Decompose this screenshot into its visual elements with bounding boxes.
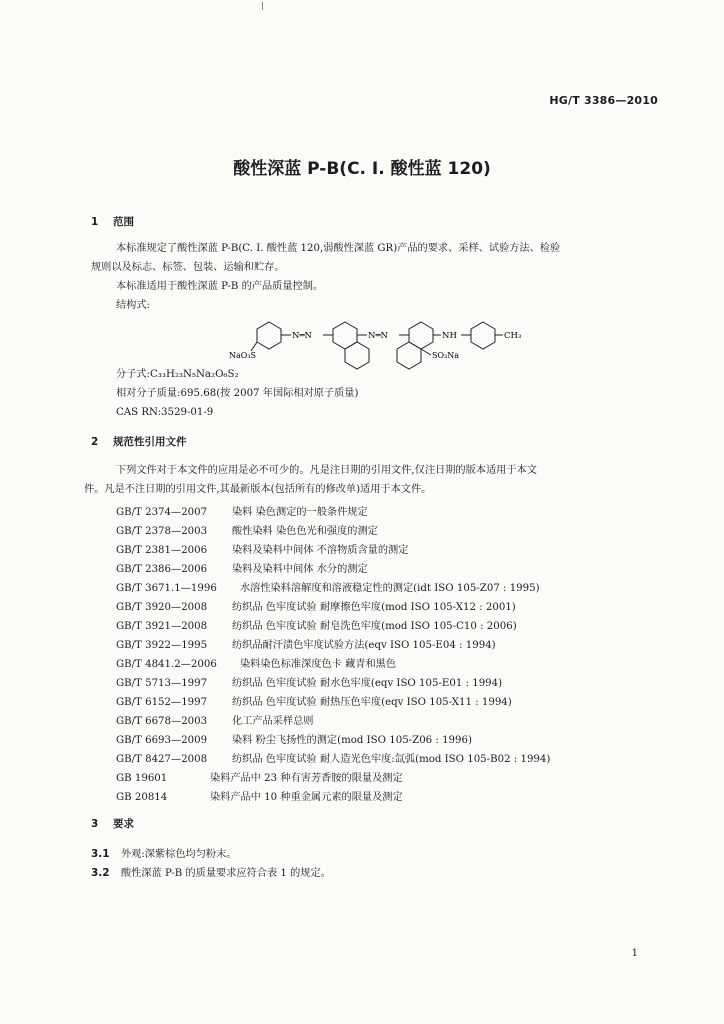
requirement-item — [91, 845, 237, 864]
requirement-text: 酸性深蓝 P-B 的质量要求应符合表 1 的规定。 — [121, 868, 331, 879]
reference-title: 染料产品中 23 种有害芳香胺的限量及测定 — [210, 773, 403, 784]
requirement-number: 3.1 — [91, 848, 110, 860]
naphthalene-ring-2b — [397, 342, 421, 369]
reference-title: 纺织品耐汗渍色牢度试验方法(eqv ISO 105-E04 : 1994) — [232, 640, 496, 651]
reference-item — [116, 617, 517, 632]
reference-code: GB/T 2386—2006 — [116, 564, 208, 575]
reference-title: 纺织品 色牢度试验 耐皂洗色牢度(mod ISO 105-C10 : 2006) — [232, 621, 517, 632]
reference-title: 化工产品采样总则 — [232, 716, 314, 727]
section-1-heading — [91, 214, 134, 229]
reference-item — [116, 522, 378, 537]
scope-paragraph-line-1: 本标准规定了酸性深蓝 P-B(C. I. 酸性蓝 120,弱酸性深蓝 GR)产品的要求、采样、试验方法、检验 — [116, 243, 561, 254]
reference-title: 染料产品中 10 种重金属元素的限量及测定 — [210, 792, 403, 803]
standard-code: HG/T 3386—2010 — [549, 94, 658, 107]
section-3-title: 要求 — [113, 818, 134, 830]
reference-title: 水溶性染料溶解度和溶液稳定性的测定(idt ISO 105-Z07 : 1995) — [240, 583, 540, 594]
reference-title: 染料及染料中间体 水分的测定 — [232, 564, 368, 575]
document-title: 酸性深蓝 P-B(C. I. 酸性蓝 120) — [233, 159, 491, 179]
reference-item — [116, 788, 403, 803]
naphthalene-ring-1a — [333, 322, 357, 349]
reference-item — [116, 674, 502, 689]
reference-title: 酸性染料 染色色光和强度的测定 — [232, 526, 378, 537]
reference-code: GB/T 3922—1995 — [116, 640, 208, 651]
requirement-number: 3.2 — [91, 867, 110, 879]
reference-code: GB/T 8427—2008 — [116, 754, 208, 765]
sulfonate-group-2: SO₃Na — [432, 351, 460, 360]
reference-title: 纺织品 色牢度试验 耐人造光色牢度:氙弧(mod ISO 105-B02 : 1994) — [232, 754, 551, 765]
reference-item — [116, 712, 314, 727]
requirement-item — [91, 864, 331, 883]
scope-paragraph-line-2: 规则以及标志、标签、包装、运输和贮存。 — [91, 262, 285, 273]
reference-code: GB/T 3920—2008 — [116, 602, 208, 613]
reference-code: GB/T 6678—2003 — [116, 716, 208, 727]
molecular-mass: 相对分子质量:695.68(按 2007 年国际相对原子质量) — [116, 388, 359, 399]
reference-title: 染料 粉尘飞扬性的测定(mod ISO 105-Z06 : 1996) — [232, 735, 472, 746]
scan-mark — [262, 2, 263, 10]
azo-group-2: N═N — [368, 331, 388, 341]
naphthalene-ring-2a — [409, 322, 433, 349]
section-3-heading — [91, 816, 134, 831]
reference-item — [116, 579, 540, 594]
references-intro-line-2: 件。凡是不注日期的引用文件,其最新版本(包括所有的修改单)适用于本文件。 — [84, 484, 432, 495]
references-intro-line-1: 下列文件对于本文件的应用是必不可少的。凡是注日期的引用文件,仅注日期的版本适用于本文 — [116, 465, 537, 476]
reference-title: 染料 染色测定的一般条件规定 — [232, 507, 368, 518]
reference-code: GB/T 3921—2008 — [116, 621, 208, 632]
scope-applicability: 本标准适用于酸性深蓝 P-B 的产品质量控制。 — [116, 281, 324, 292]
reference-item — [116, 693, 512, 708]
section-1-number: 1 — [91, 216, 99, 228]
sulfonate-group-1: NaO₃S — [229, 351, 257, 360]
reference-title: 纺织品 色牢度试验 耐热压色牢度(eqv ISO 105-X11 : 1994) — [232, 697, 512, 708]
reference-item — [116, 503, 368, 518]
reference-code: GB/T 2374—2007 — [116, 507, 208, 518]
reference-code: GB/T 2381—2006 — [116, 545, 208, 556]
reference-title: 纺织品 色牢度试验 耐摩擦色牢度(mod ISO 105-X12 : 2001) — [232, 602, 516, 613]
reference-code: GB 20814 — [116, 792, 168, 803]
section-3-number: 3 — [91, 818, 99, 830]
reference-code: GB/T 3671.1—1996 — [116, 583, 217, 594]
structure-label: 结构式: — [116, 300, 150, 311]
reference-title: 染料染色标准深度色卡 藏青和黑色 — [240, 659, 397, 670]
reference-code: GB/T 6152—1997 — [116, 697, 208, 708]
requirement-text: 外观:深紫棕色均匀粉末。 — [121, 849, 237, 860]
section-1-title: 范围 — [113, 216, 134, 228]
reference-code: GB/T 4841.2—2006 — [116, 659, 217, 670]
reference-code: GB/T 6693—2009 — [116, 735, 208, 746]
section-2-heading — [91, 434, 187, 449]
structural-formula — [225, 306, 545, 376]
reference-item — [116, 769, 403, 784]
cas-number: CAS RN:3529-01-9 — [116, 407, 214, 418]
reference-item — [116, 560, 368, 575]
reference-code: GB/T 5713—1997 — [116, 678, 208, 689]
naphthalene-ring-1b — [345, 342, 369, 369]
reference-code: GB/T 2378—2003 — [116, 526, 208, 537]
reference-item — [116, 541, 408, 556]
page-number: 1 — [631, 948, 638, 959]
reference-item — [116, 655, 396, 670]
section-2-title: 规范性引用文件 — [113, 436, 187, 448]
benzene-ring-1 — [257, 322, 281, 349]
reference-title: 纺织品 色牢度试验 耐水色牢度(eqv ISO 105-E01 : 1994) — [232, 678, 503, 689]
amine-group: NH — [442, 331, 457, 341]
benzene-ring-2 — [471, 322, 495, 349]
reference-item — [116, 598, 516, 613]
reference-title: 染料及染料中间体 不溶物质含量的测定 — [232, 545, 409, 556]
reference-item — [116, 636, 496, 651]
section-2-number: 2 — [91, 436, 99, 448]
molecular-formula: 分子式:C₃₃H₂₃N₅Na₂O₆S₂ — [116, 369, 239, 380]
azo-group-1: N═N — [292, 331, 312, 341]
reference-code: GB 19601 — [116, 773, 168, 784]
reference-item — [116, 731, 472, 746]
methyl-group: CH₃ — [504, 331, 522, 341]
reference-item — [116, 750, 550, 765]
